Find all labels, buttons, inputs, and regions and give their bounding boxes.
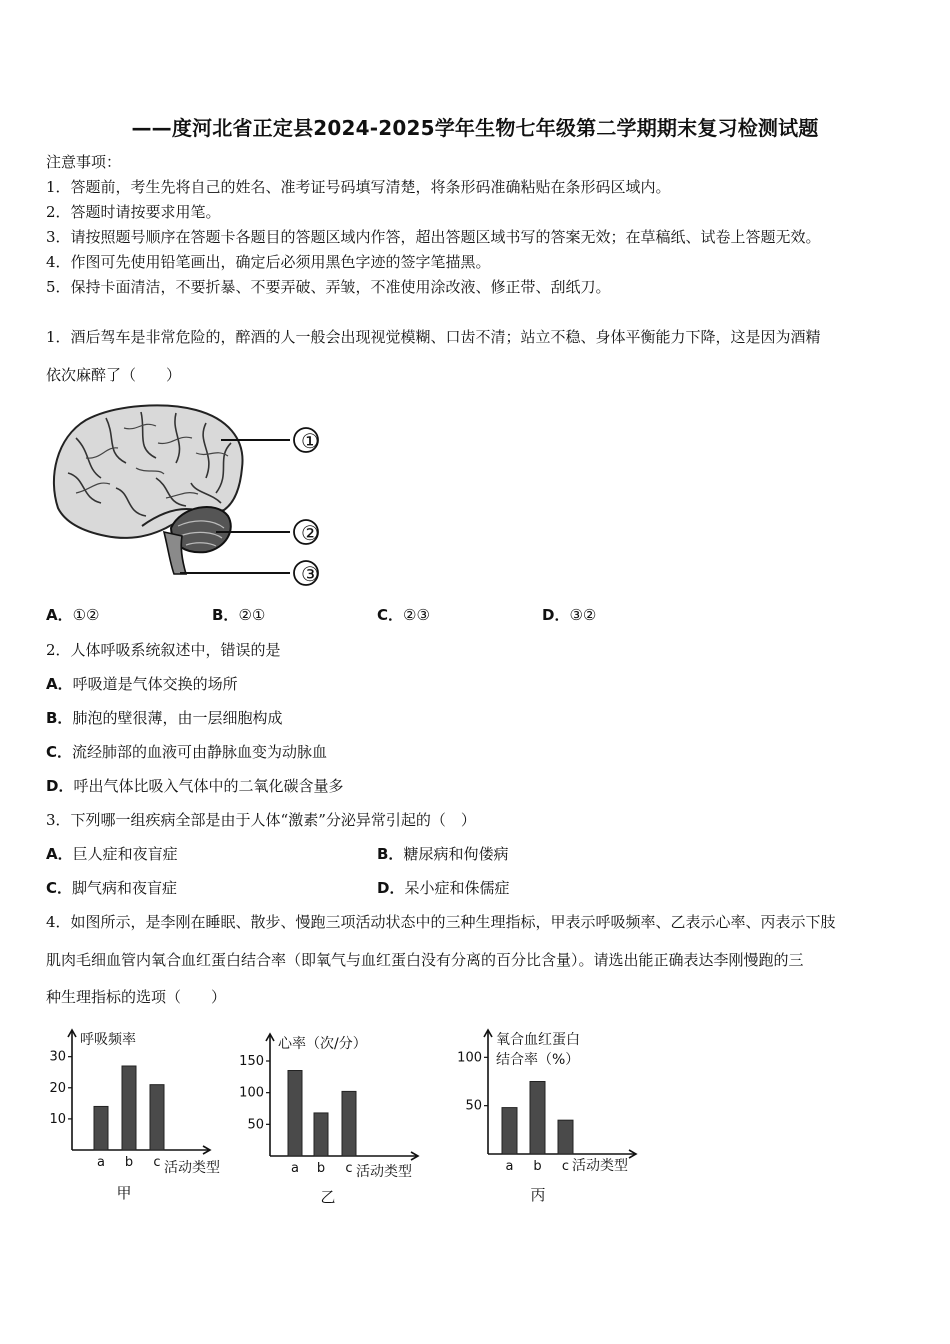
notice-item: 2．答题时请按要求用笔。 bbox=[46, 203, 221, 221]
chart-title: 丙 bbox=[530, 1186, 546, 1204]
brain-label-3: ③ bbox=[301, 562, 319, 586]
chart-yi bbox=[228, 1020, 438, 1210]
q3-option-d[interactable]: D．呆小症和侏儒症 bbox=[377, 879, 510, 897]
bar-b bbox=[122, 1066, 136, 1150]
notice-item: 5．保持卡面清洁，不要折暴、不要弄破、弄皱，不准使用涂改液、修正带、刮纸刀。 bbox=[46, 278, 611, 296]
q3-option-b[interactable]: B．糖尿病和佝偻病 bbox=[377, 845, 509, 863]
bar-c bbox=[342, 1091, 356, 1156]
chart-title: 甲 bbox=[116, 1184, 132, 1202]
notice-item: 4．作图可先使用铅笔画出，确定后必须用黑色字迹的签字笔描黑。 bbox=[46, 253, 491, 271]
notice-item: 1．答题前，考生先将自己的姓名、准考证号码填写清楚，将条形码准确粘贴在条形码区域内。 bbox=[46, 178, 671, 196]
bar-b bbox=[530, 1082, 545, 1155]
q2-stem: 2．人体呼吸系统叙述中，错误的是 bbox=[46, 641, 281, 659]
y-axis-label-line2: 结合率（%） bbox=[496, 1052, 580, 1068]
q4-stem-line1: 4．如图所示，是李刚在睡眠、散步、慢跑三项活动状态中的三种生理指标，甲表示呼吸频率、乙表示心率、丙表示下肢 bbox=[46, 913, 836, 931]
y-tick-label: 20 bbox=[49, 1080, 66, 1096]
y-tick-label: 100 bbox=[239, 1085, 264, 1101]
y-tick-label: 50 bbox=[465, 1098, 482, 1114]
chart-bing bbox=[440, 1020, 660, 1210]
category-label: b bbox=[124, 1155, 134, 1170]
y-tick-label: 150 bbox=[239, 1054, 264, 1069]
category-label: b bbox=[316, 1161, 326, 1176]
category-label: a bbox=[505, 1159, 514, 1174]
category-label: c bbox=[561, 1159, 570, 1174]
q4-stem-line3: 种生理指标的选项（ ） bbox=[46, 988, 227, 1006]
q1-option-a[interactable]: A．①② bbox=[46, 606, 100, 624]
y-tick-label: 30 bbox=[49, 1049, 66, 1065]
bar-a bbox=[94, 1106, 108, 1150]
brain-label-2: ② bbox=[301, 521, 319, 545]
q1-option-d[interactable]: D．③② bbox=[542, 606, 597, 624]
x-axis-label: 活动类型 bbox=[164, 1160, 220, 1176]
q3-stem: 3．下列哪一组疾病全部是由于人体“激素”分泌异常引起的（ ） bbox=[46, 811, 476, 829]
category-label: b bbox=[533, 1159, 542, 1174]
category-label: c bbox=[153, 1155, 161, 1170]
q1-option-b[interactable]: B．②① bbox=[212, 606, 266, 624]
brain-label-1: ① bbox=[301, 429, 319, 453]
q2-option-a[interactable]: A．呼吸道是气体交换的场所 bbox=[46, 675, 238, 693]
q3-option-a[interactable]: A．巨人症和夜盲症 bbox=[46, 845, 178, 863]
category-label: a bbox=[291, 1161, 299, 1176]
brain-figure bbox=[46, 398, 336, 594]
chart-jia bbox=[40, 1020, 240, 1210]
notice-heading: 注意事项： bbox=[46, 153, 122, 171]
notice-item: 3．请按照题号顺序在答题卡各题目的答题区域内作答，超出答题区域书写的答案无效；在草稿纸、试卷上答题无效。 bbox=[46, 228, 821, 246]
y-axis-label: 呼吸频率 bbox=[80, 1032, 136, 1048]
q2-option-c[interactable]: C．流经肺部的血液可由静脉血变为动脉血 bbox=[46, 743, 328, 761]
page-title: ——度河北省正定县2024-2025学年生物七年级第二学期期末复习检测试题 bbox=[131, 116, 819, 140]
y-axis-label-line1: 氧合血红蛋白 bbox=[496, 1032, 580, 1048]
chart-title: 乙 bbox=[320, 1188, 336, 1206]
q2-option-d[interactable]: D．呼出气体比吸入气体中的二氧化碳含量多 bbox=[46, 777, 344, 795]
y-tick-label: 10 bbox=[49, 1111, 66, 1127]
bar-b bbox=[314, 1113, 328, 1156]
bar-a bbox=[502, 1108, 517, 1154]
bar-a bbox=[288, 1071, 302, 1157]
y-axis-label: 心率（次/分） bbox=[278, 1036, 367, 1052]
category-label: c bbox=[345, 1161, 353, 1176]
q1-option-c[interactable]: C．②③ bbox=[377, 606, 430, 624]
x-axis-label: 活动类型 bbox=[572, 1158, 628, 1174]
y-tick-label: 50 bbox=[247, 1117, 264, 1133]
q2-option-b[interactable]: B．肺泡的壁很薄，由一层细胞构成 bbox=[46, 709, 283, 727]
y-tick-label: 100 bbox=[457, 1050, 482, 1066]
bar-c bbox=[558, 1120, 573, 1154]
x-axis-label: 活动类型 bbox=[356, 1164, 412, 1180]
q1-stem-line2: 依次麻醉了（ ） bbox=[46, 366, 182, 384]
q3-option-c[interactable]: C．脚气病和夜盲症 bbox=[46, 879, 178, 897]
bar-c bbox=[150, 1085, 164, 1150]
category-label: a bbox=[97, 1155, 105, 1170]
q4-stem-line2: 肌肉毛细血管内氧合血红蛋白结合率（即氧气与血红蛋白没有分离的百分比含量）。请选出能正确表达李刚慢跑的三 bbox=[46, 951, 804, 969]
q1-stem-line1: 1．酒后驾车是非常危险的，醉酒的人一般会出现视觉模糊、口齿不清；站立不稳、身体平衡能力下降，这是因为酒精 bbox=[46, 328, 821, 346]
